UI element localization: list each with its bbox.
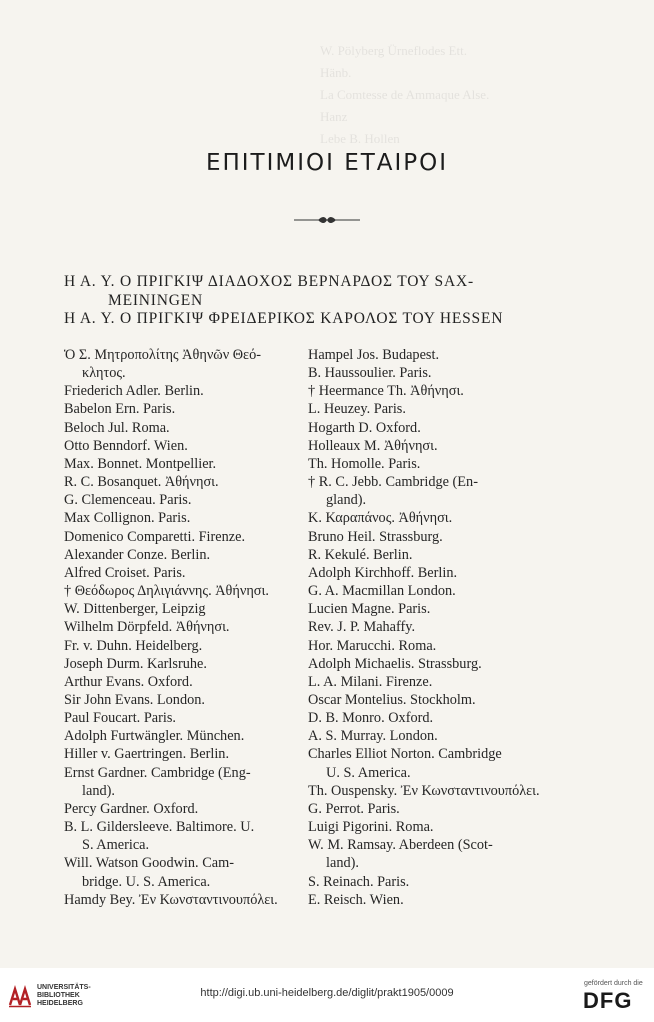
member-entry: Babelon Ern. Paris. (64, 401, 176, 418)
member-entry: A. S. Murray. London. (308, 728, 438, 745)
member-entry: Otto Benndorf. Wien. (64, 437, 188, 454)
member-entry: R. Kekulé. Berlin. (308, 546, 413, 563)
member-entry: Sir John Evans. London. (64, 691, 205, 708)
member-entry: Percy Gardner. Oxford. (64, 800, 199, 817)
member-entry: Domenico Comparetti. Firenze. (64, 528, 246, 545)
member-entry: Friederich Adler. Berlin. (64, 383, 204, 400)
dfg-logo: DFG (583, 988, 633, 1013)
member-entry: Hogarth D. Oxford. (308, 419, 421, 436)
members-list-right (308, 346, 544, 909)
member-entry: Fr. v. Duhn. Heidelberg. (64, 637, 203, 654)
page-title: ΕΠΙΤΙΜΙΟΙ ΕΤΑΙΡΟΙ (205, 150, 449, 176)
member-entry: † Heermance Th. Ἀθήνησι. (308, 383, 464, 400)
member-entry: Wilhelm Dörpfeld. Ἀθήνησι. (64, 619, 230, 636)
members-list-left (64, 346, 296, 909)
member-entry: Alexander Conze. Berlin. (64, 546, 211, 563)
member-entry: B. L. Gildersleeve. Baltimore. U. (64, 819, 255, 836)
member-entry: Rev. J. P. Mahaffy. (308, 619, 416, 636)
member-entry: Holleaux M. Ἀθήνησι. (308, 437, 438, 454)
member-entry: Oscar Montelius. Stockholm. (308, 691, 476, 708)
member-entry: Charles Elliot Norton. Cambridge (308, 746, 502, 763)
member-entry: land). (326, 855, 359, 872)
patron-header-line: Η Α. Υ. Ο ΠΡΙΓΚΙΨ ΔΙΑΔΟΧΟΣ ΒΕΡΝΑΡΔΟΣ ΤΟΥ SAX- (64, 273, 474, 290)
funded-by-label: gefördert durch die (584, 980, 643, 987)
member-entry: Luigi Pigorini. Roma. (308, 819, 434, 836)
member-entry: L. Heuzey. Paris. (308, 401, 406, 418)
member-entry: Lucien Magne. Paris. (308, 601, 431, 618)
member-entry: G. A. Macmillan London. (308, 583, 456, 600)
member-entry: Bruno Heil. Strassburg. (308, 528, 443, 545)
member-entry: Ernst Gardner. Cambridge (Eng- (64, 764, 251, 781)
member-entry: S. Reinach. Paris. (308, 873, 410, 890)
patron-header-2: Η Α. Υ. Ο ΠΡΙΓΚΙΨ ΦΡΕΙΔΕΡΙΚΟΣ ΚΑΡΟΛΟΣ ΤΟΥ HESSEN (64, 310, 504, 327)
member-entry: Alfred Croiset. Paris. (64, 564, 186, 581)
member-entry: E. Reisch. Wien. (308, 891, 404, 908)
member-entry: G. Perrot. Paris. (308, 800, 400, 817)
member-entry: Adolph Michaelis. Strassburg. (308, 655, 482, 672)
bleed-through-text: W. Pölyberg Ürneflodes Ett. Hänb. La Comtesse de Ammaque Alse. Hanz Lebe B. Hollen (320, 43, 490, 146)
permalink-url[interactable]: http://digi.ub.uni-heidelberg.de/diglit/prakt1905/0009 (200, 987, 454, 999)
member-entry: Ὁ Σ. Μητροπολίτης Ἀθηνῶν Θεό- (64, 347, 261, 363)
member-entry: K. Καραπάνος. Ἀθήνησι. (308, 510, 453, 527)
member-entry: Th. Homolle. Paris. (308, 455, 421, 472)
member-entry: Hampel Jos. Budapest. (308, 347, 440, 363)
member-entry: W. M. Ramsay. Aberdeen (Scot- (308, 837, 493, 854)
member-entry: R. C. Bosanquet. Ἀθήνησι. (64, 474, 219, 491)
member-entry: Paul Foucart. Paris. (64, 710, 176, 727)
patron-header-line: MEININGEN (108, 292, 204, 309)
member-entry: Will. Watson Goodwin. Cam- (64, 855, 234, 872)
member-entry: L. A. Milani. Firenze. (308, 673, 433, 690)
member-entry: W. Dittenberger, Leipzig (64, 601, 206, 618)
member-entry: Adolph Kirchhoff. Berlin. (308, 564, 458, 581)
member-entry: B. Haussoulier. Paris. (308, 365, 432, 382)
member-entry: Th. Ouspensky. Ἐν Κωνσταντινουπόλει. (308, 782, 540, 799)
member-entry: κλητος. (82, 365, 126, 382)
member-entry: S. America. (82, 837, 150, 854)
member-entry: Arthur Evans. Oxford. (64, 673, 193, 690)
member-entry: Hor. Marucchi. Roma. (308, 637, 437, 654)
member-entry: Joseph Durm. Karlsruhe. (64, 655, 207, 672)
member-entry: Adolph Furtwängler. München. (64, 728, 245, 745)
member-entry: D. B. Monro. Oxford. (308, 710, 434, 727)
member-entry: Max Collignon. Paris. (64, 510, 191, 527)
university-library-name: UNIVERSITÄTS- BIBLIOTHEK HEIDELBERG (37, 984, 91, 1007)
member-entry: † Θεόδωρος Δηλιγιάννης. Ἀθήνησι. (64, 583, 269, 600)
member-entry: Hamdy Bey. Ἐν Κωνσταντινουπόλει. (64, 891, 278, 908)
member-entry: G. Clemenceau. Paris. (64, 492, 192, 509)
member-entry: land). (82, 782, 115, 799)
member-entry: † R. C. Jebb. Cambridge (En- (308, 474, 478, 491)
member-entry: U. S. America. (326, 764, 411, 781)
member-entry: Beloch Jul. Roma. (64, 419, 170, 436)
patron-header-1 (64, 272, 530, 310)
member-entry: bridge. U. S. America. (82, 873, 211, 890)
member-entry: Hiller v. Gaertringen. Berlin. (64, 746, 230, 763)
ornament-rule-icon (294, 214, 360, 226)
member-entry: gland). (326, 492, 367, 509)
member-entry: Max. Bonnet. Montpellier. (64, 455, 217, 472)
